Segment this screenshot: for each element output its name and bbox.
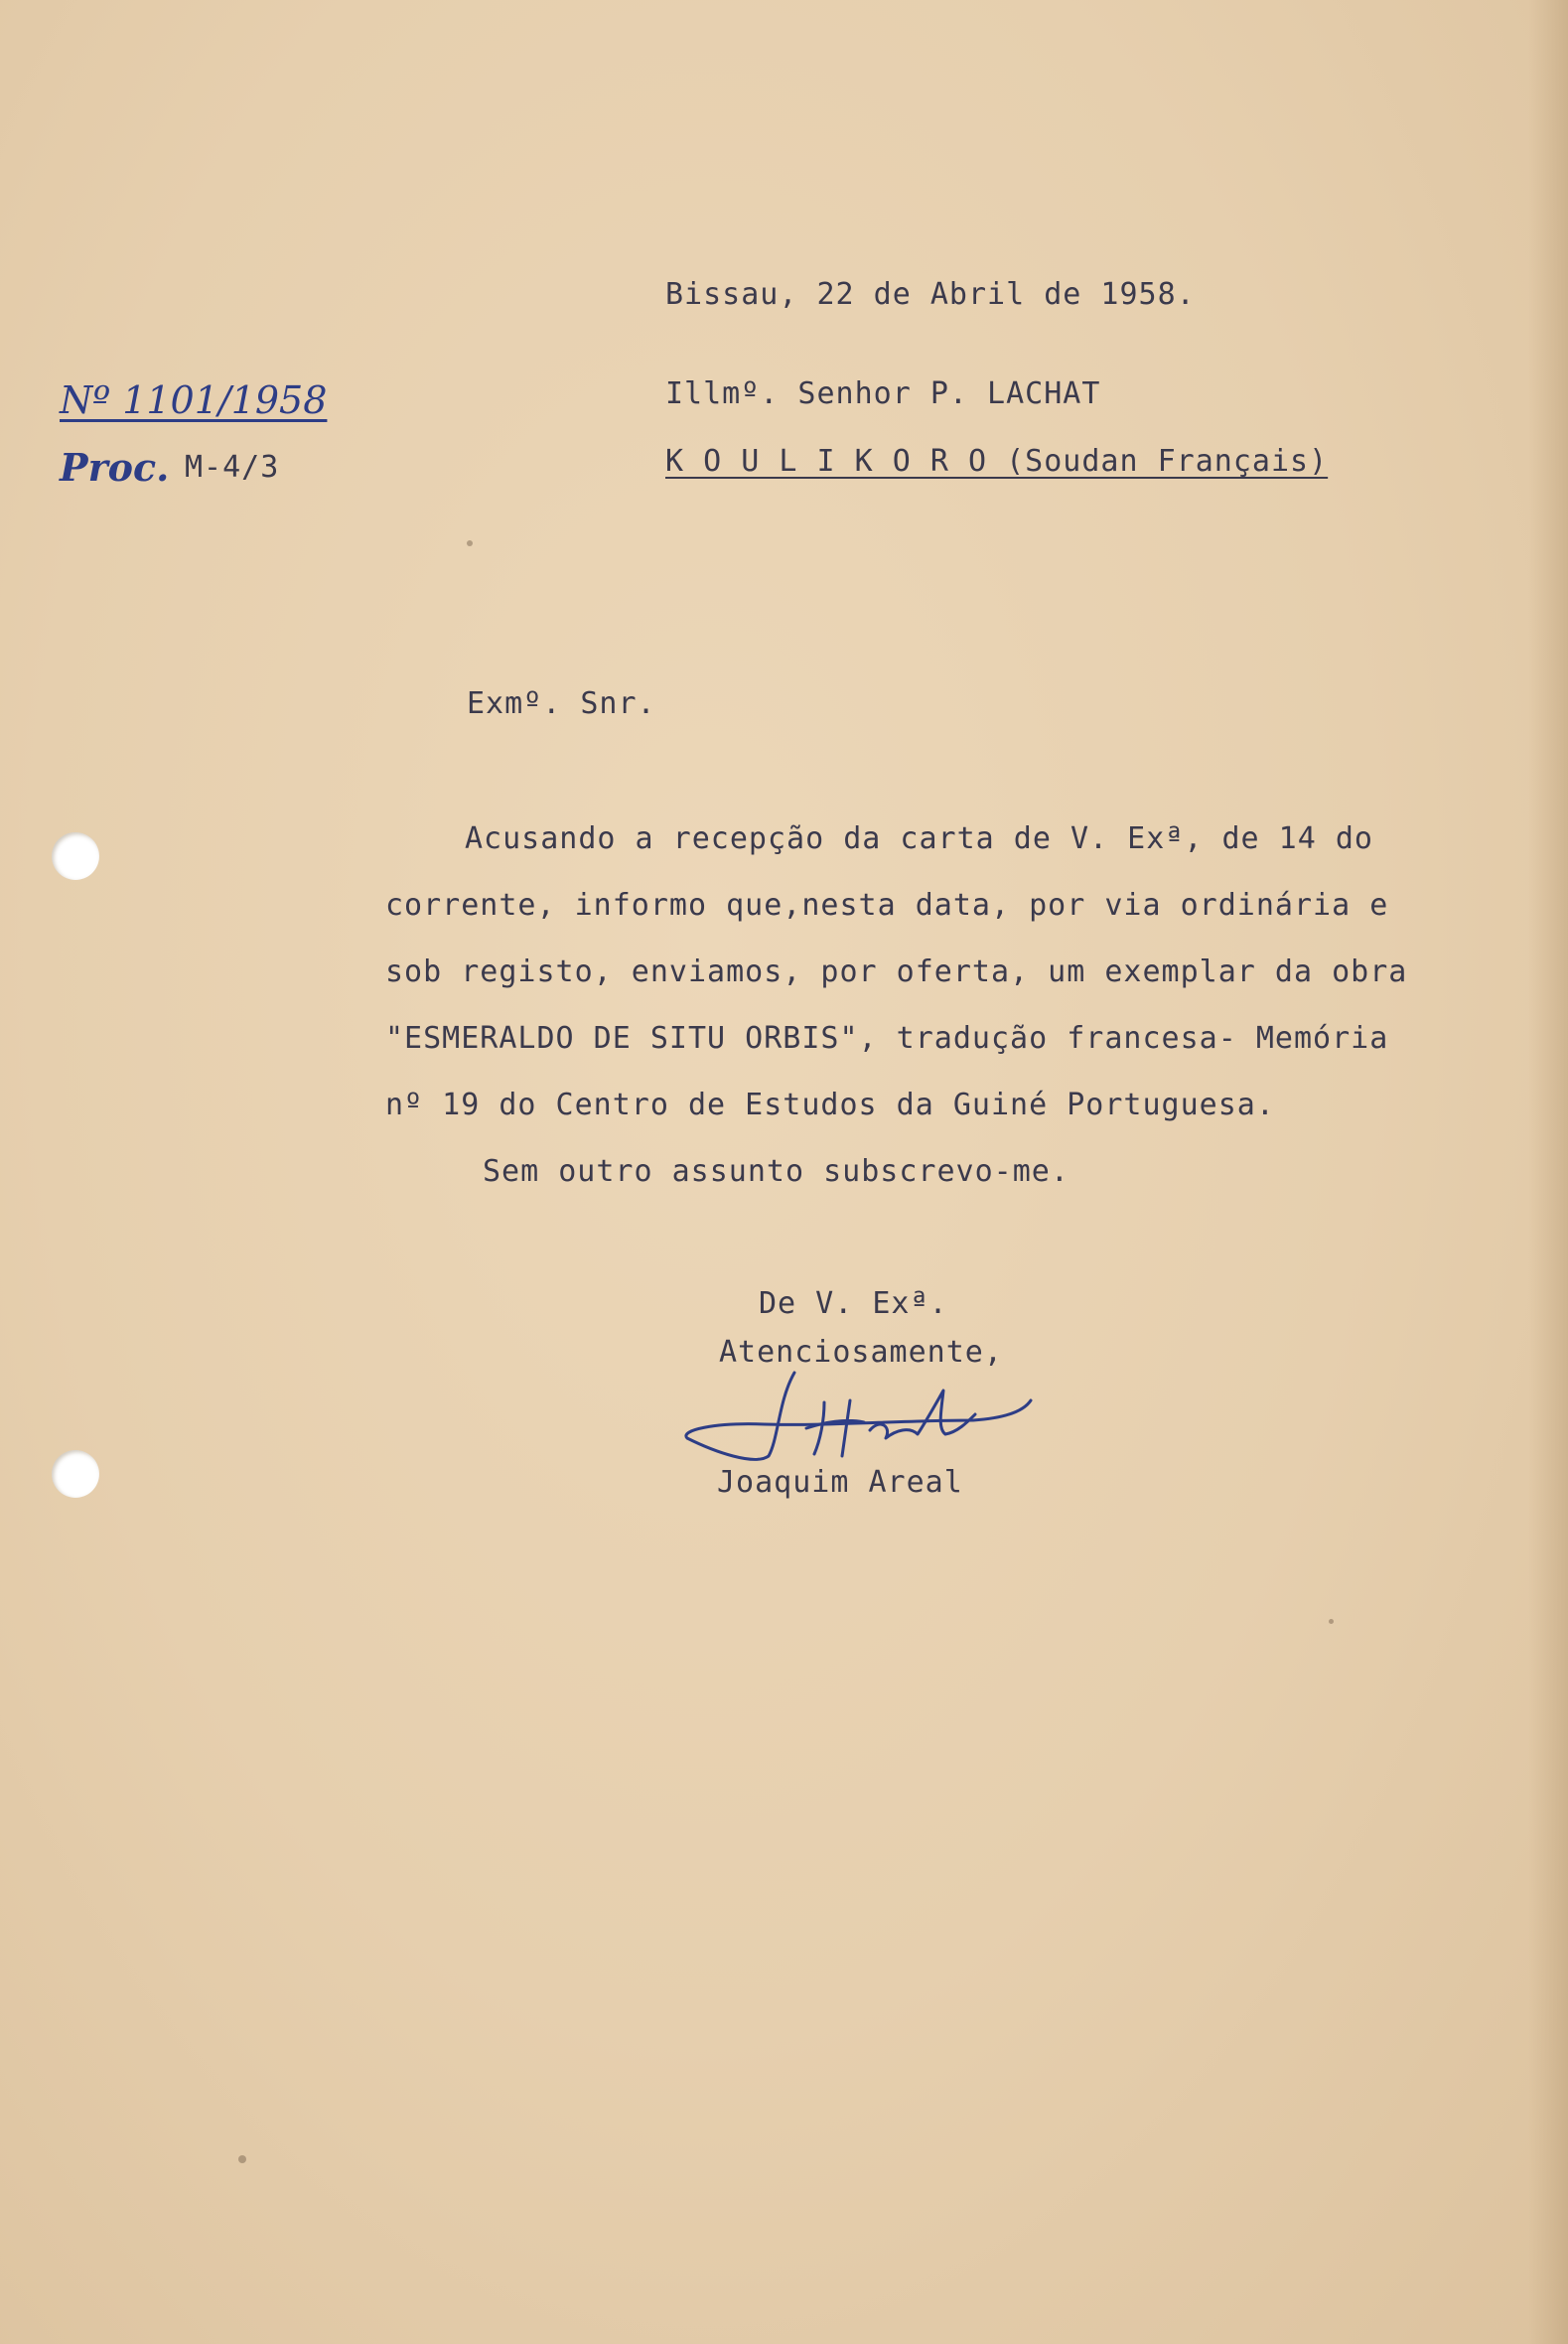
process-prefix-handwritten: Proc.	[60, 445, 170, 490]
recipient-line-2: K O U L I K O R O (Soudan Français)	[665, 444, 1329, 479]
signatory-name: Joaquim Areal	[717, 1465, 963, 1500]
body-line: Acusando a recepção da carta de V. Exª, de 14 do	[465, 821, 1373, 856]
place-date: Bissau, 22 de Abril de 1958.	[665, 277, 1196, 312]
signature	[675, 1361, 1043, 1480]
paper-speck	[1329, 1619, 1334, 1624]
salutation: Exmº. Snr.	[467, 686, 656, 721]
body-line: nº 19 do Centro de Estudos da Guiné Portuguesa.	[385, 1088, 1275, 1122]
body-line: "ESMERALDO DE SITU ORBIS", tradução francesa- Memória	[385, 1021, 1389, 1056]
punch-hole-top	[52, 832, 99, 880]
body-line: sob registo, enviamos, por oferta, um exemplar da obra	[385, 954, 1408, 989]
closing-line-1: De V. Exª.	[759, 1286, 948, 1321]
reference-number-handwritten: Nº 1101/1958	[60, 378, 328, 422]
body-line: corrente, informo que,nesta data, por via ordinária e	[385, 888, 1389, 923]
paper-edge-shadow	[1528, 0, 1568, 2344]
process-code: M-4/3	[185, 450, 280, 485]
punch-hole-bottom	[52, 1450, 99, 1498]
paper-speck	[467, 540, 473, 546]
paper-speck	[238, 2155, 246, 2163]
signature-flourish	[686, 1373, 1031, 1459]
closing-line-2: Atenciosamente,	[719, 1335, 1003, 1370]
closing-sentence: Sem outro assunto subscrevo-me.	[483, 1154, 1069, 1189]
recipient-line-1: Illmº. Senhor P. LACHAT	[665, 376, 1101, 411]
